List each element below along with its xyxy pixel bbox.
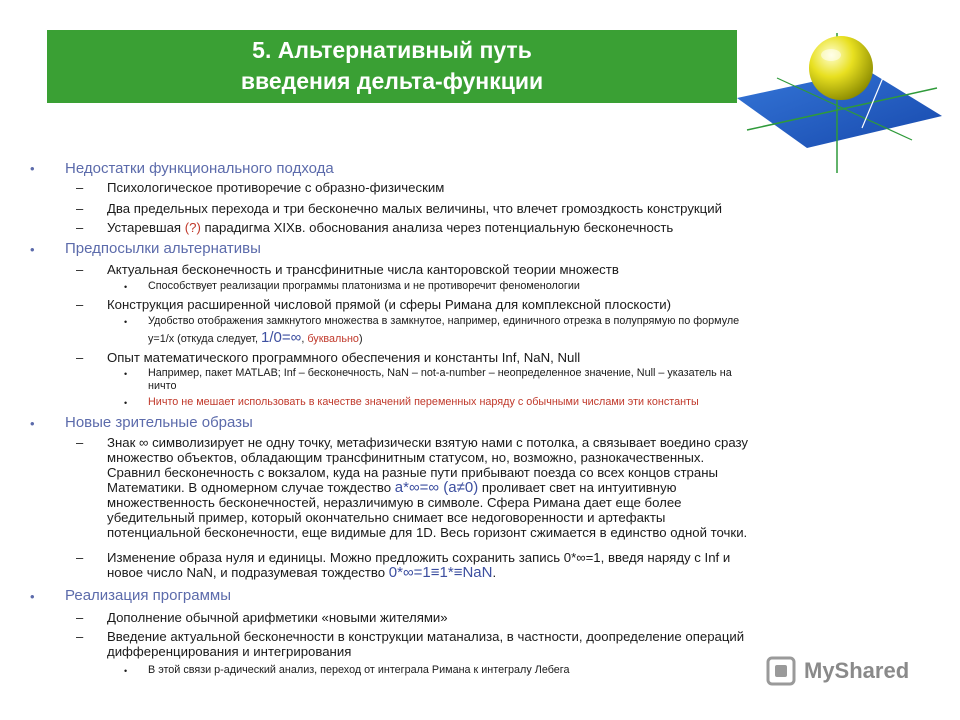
bullet-s1: • [30, 161, 35, 176]
dash: – [76, 350, 84, 365]
title-line-2: введения дельта-функции [240, 68, 544, 94]
s1-item-2: Два предельных перехода и три бесконечно малых величины, что влечет громоздкость конструкций [107, 201, 722, 216]
heading-prerequisites: Предпосылки альтернативы [65, 240, 261, 257]
myshared-logo-icon [766, 656, 796, 686]
bullet-s2: • [30, 242, 35, 257]
s2-item-1: Актуальная бесконечность и трансфинитные числа канторовской теории множеств [107, 262, 619, 277]
s4-item-1: Дополнение обычной арифметики «новыми жителями» [107, 610, 448, 625]
s2-item-3-sub1-line1: Например, пакет MATLAB; Inf – бесконечность, NaN – not-a-number – неопределенное значение, Null – указатель на [148, 367, 732, 379]
heading-functional-drawbacks: Недостатки функционального подхода [65, 160, 334, 177]
dash: – [76, 550, 84, 565]
small-bullet: • [124, 369, 128, 379]
s4-item-2: Введение актуальной бесконечности в конструкции матанализа, в частности, доопределение операций дифференцирования и интегрирования [107, 629, 745, 659]
s2-item-2-sub-line2: y=1/x (откуда следует, 1/0=∞, буквально) [148, 329, 363, 346]
dash: – [76, 435, 84, 450]
dash: – [76, 610, 84, 625]
s2-item-2-sub-line1: Удобство отображения замкнутого множества в замкнутое, например, единичного отрезка в полупрямую по формуле [148, 315, 740, 327]
s4-item-2-sub: В этой связи p-адический анализ, переход от интеграла Римана к интегралу Лебега [148, 664, 570, 676]
s1-item-1: Психологическое противоречие с образно-физическим [107, 180, 445, 195]
dash: – [76, 297, 84, 312]
dash: – [76, 180, 84, 195]
dash: – [76, 220, 84, 235]
s2-item-1-sub: Способствует реализации программы платонизма и не противоречит феноменологии [148, 280, 580, 292]
dash: – [76, 629, 84, 644]
s2-item-2: Конструкция расширенной числовой прямой (и сферы Римана для комплексной плоскости) [107, 297, 672, 312]
small-bullet: • [124, 666, 128, 676]
s3-paragraph-1: Знак ∞ символизирует не одну точку, метафизически взятую нами с потолка, а связывает воедино сразу множество объектов, обладающим трансфинитным статусом, но, возможно, разнокачественных. Сравнил бесконечность с вокзалом, куда на разные пути прибывают поезда со всех концов страны Математики. В одномерном случае тождество a*∞=∞ (a≠0) проливает свет на интуитивную множественность бесконечностей, неразличимую в символе. Сфера Римана дает еще более убедительный пример, который окончательно снимает все недоговоренности и артефакты потенциальной бесконечности, еще видимые для 1D. Весь горизонт сжимается в единство одной точки. [107, 435, 748, 540]
s2-item-3-sub2: Ничто не мешает использовать в качестве значений переменных наряду с обычными числами эти константы [148, 396, 699, 408]
small-bullet: • [124, 317, 128, 327]
small-bullet: • [124, 398, 128, 408]
heading-new-visual-images: Новые зрительные образы [65, 414, 253, 431]
myshared-watermark [766, 656, 926, 690]
dash: – [76, 201, 84, 216]
bullet-s3: • [30, 416, 35, 431]
s1-item-3: Устаревшая (?) парадигма XIXв. обоснования анализа через потенциальную бесконечность [107, 220, 674, 235]
bullet-s4: • [30, 589, 35, 604]
heading-program-implementation: Реализация программы [65, 587, 232, 604]
s2-item-3: Опыт математического программного обеспечения и константы Inf, NaN, Null [107, 350, 581, 365]
s3-paragraph-2: Изменение образа нуля и единицы. Можно предложить сохранить запись 0*∞=1, введя наряду с Inf и новое число NaN, и подразумевая тождество 0*∞=1≡1*≡NaN. [107, 550, 731, 581]
s2-item-3-sub1-line2: ничто [148, 380, 177, 392]
watermark-text: MyShared [804, 658, 910, 683]
title-line-1: 5. Альтернативный путь [252, 37, 532, 63]
dash: – [76, 262, 84, 277]
small-bullet: • [124, 282, 128, 292]
